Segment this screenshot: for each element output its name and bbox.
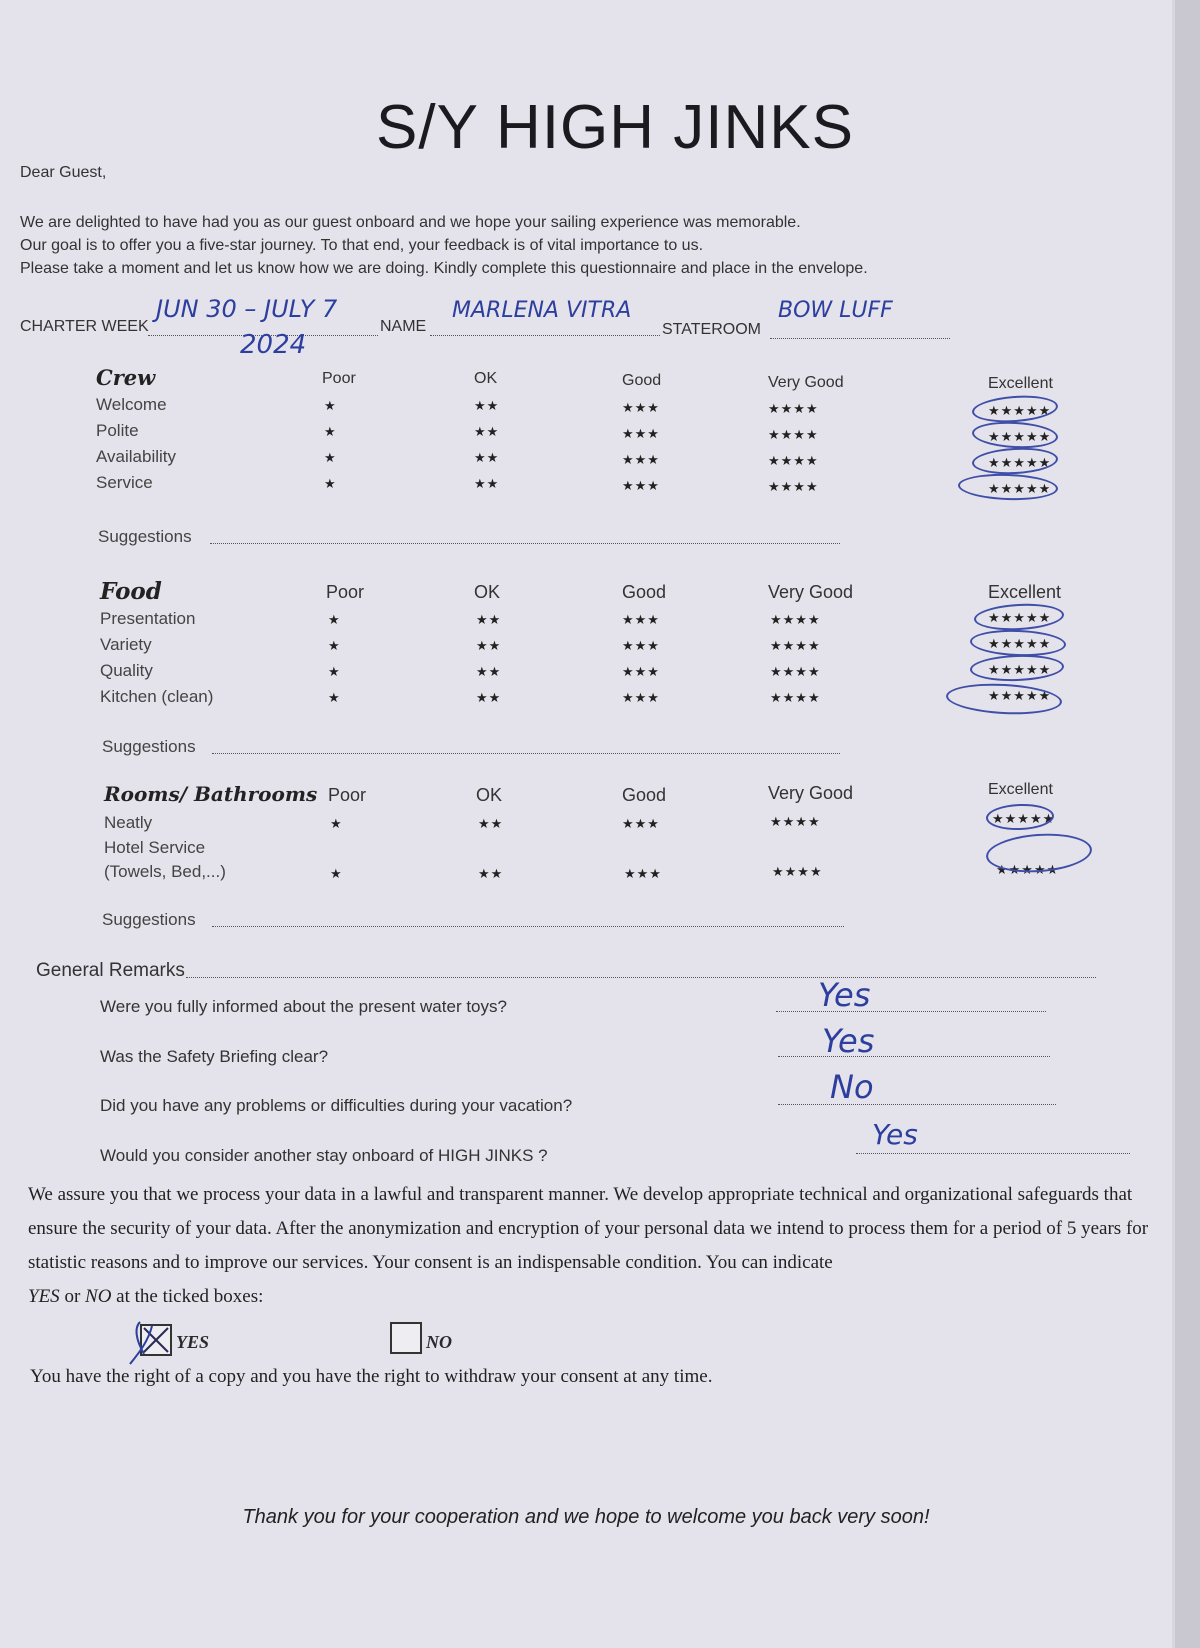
star-5[interactable]: ★★★★★ <box>992 811 1056 826</box>
name-label: NAME <box>380 318 427 335</box>
rating-circle-mark <box>970 653 1065 682</box>
answer-line-2 <box>778 1056 1050 1057</box>
col-very-good: Very Good <box>768 582 854 602</box>
row-label-towels: (Towels, Bed,...) <box>104 862 226 881</box>
star-2[interactable]: ★★ <box>476 690 502 705</box>
col-good: Good <box>622 785 667 805</box>
star-4[interactable]: ★★★★ <box>770 814 821 829</box>
stateroom-line <box>770 338 950 339</box>
suggestions-label-rooms: Suggestions <box>102 910 196 929</box>
answer-4[interactable]: Yes <box>872 1118 918 1151</box>
col-excellent: Excellent <box>988 375 1053 392</box>
star-4[interactable]: ★★★★ <box>768 453 819 468</box>
row-label-polite: Polite <box>96 421 139 440</box>
suggestions-line-rooms[interactable] <box>212 926 844 927</box>
question-1: Were you fully informed about the present water toys? <box>100 997 507 1016</box>
star-3[interactable]: ★★★ <box>622 612 660 627</box>
rating-circle-mark <box>958 472 1059 501</box>
star-2[interactable]: ★★ <box>478 866 504 881</box>
col-very-good: Very Good <box>768 783 854 803</box>
star-5[interactable]: ★★★★★ <box>988 455 1052 470</box>
row-label-availability: Availability <box>96 447 177 466</box>
greeting: Dear Guest, <box>20 164 107 181</box>
suggestions-line-crew[interactable] <box>210 543 840 544</box>
col-poor: Poor <box>326 582 365 602</box>
star-2[interactable]: ★★ <box>474 476 500 491</box>
star-2[interactable]: ★★ <box>474 424 500 439</box>
answer-line-4 <box>856 1153 1130 1154</box>
charter-week-value[interactable]: JUN 30 – JULY 7 <box>156 295 338 323</box>
star-2[interactable]: ★★ <box>476 612 502 627</box>
row-label-hotel-service: Hotel Service <box>104 838 206 857</box>
row-label-welcome: Welcome <box>96 395 167 414</box>
col-poor: Poor <box>322 370 356 387</box>
general-remarks-label: General Remarks <box>36 960 185 981</box>
star-3[interactable]: ★★★ <box>624 866 662 881</box>
col-ok: OK <box>474 370 498 387</box>
indicate-rest: at the ticked boxes: <box>111 1286 264 1307</box>
pen-tick-mark <box>124 1318 164 1368</box>
star-2[interactable]: ★★ <box>474 398 500 413</box>
star-1[interactable]: ★ <box>324 398 337 413</box>
page-title: S/Y HIGH JINKS <box>376 93 854 162</box>
col-very-good: Very Good <box>768 374 844 391</box>
section-title-crew: Crew <box>96 365 156 390</box>
consent-no-checkbox[interactable] <box>390 1322 422 1354</box>
name-value[interactable]: MARLENA VITRA <box>452 298 632 323</box>
star-2[interactable]: ★★ <box>476 664 502 679</box>
question-2: Was the Safety Briefing clear? <box>100 1047 329 1066</box>
indicate-no: NO <box>85 1286 112 1307</box>
row-label-presentation: Presentation <box>100 609 196 628</box>
star-5[interactable]: ★★★★★ <box>988 610 1052 625</box>
general-remarks-line[interactable] <box>186 977 1096 978</box>
star-2[interactable]: ★★ <box>478 816 504 831</box>
answer-1[interactable]: Yes <box>818 976 871 1014</box>
answer-line-1 <box>776 1011 1046 1012</box>
question-4: Would you consider another stay onboard of HIGH JINKS ? <box>100 1146 548 1165</box>
star-5[interactable]: ★★★★★ <box>996 862 1060 877</box>
intro-line-1: We are delighted to have had you as our guest onboard and we hope your sailing experience was memorable. <box>20 214 801 231</box>
row-label-service: Service <box>96 473 153 492</box>
col-excellent: Excellent <box>988 781 1053 798</box>
star-5[interactable]: ★★★★★ <box>988 636 1052 651</box>
col-good: Good <box>622 372 662 389</box>
answer-2[interactable]: Yes <box>822 1022 875 1060</box>
star-3[interactable]: ★★★ <box>622 664 660 679</box>
row-label-variety: Variety <box>100 635 152 654</box>
stateroom-value[interactable]: BOW LUFF <box>778 298 893 323</box>
consent-no-label: NO <box>426 1332 452 1352</box>
suggestions-label-food: Suggestions <box>102 737 196 756</box>
col-ok: OK <box>476 785 503 805</box>
rating-circle-mark <box>970 628 1067 657</box>
star-3[interactable]: ★★★ <box>622 426 660 441</box>
star-3[interactable]: ★★★ <box>622 478 660 493</box>
star-1[interactable]: ★ <box>330 866 343 881</box>
star-2[interactable]: ★★ <box>476 638 502 653</box>
star-1[interactable]: ★ <box>328 664 341 679</box>
intro-line-3: Please take a moment and let us know how we are doing. Kindly complete this questionnaire and place in the envelope. <box>20 260 868 277</box>
section-title-food: Food <box>100 578 162 605</box>
col-good: Good <box>622 582 667 602</box>
col-ok: OK <box>474 582 501 602</box>
stateroom-label: STATEROOM <box>662 321 761 338</box>
star-5[interactable]: ★★★★★ <box>988 481 1052 496</box>
star-5[interactable]: ★★★★★ <box>988 688 1052 703</box>
rating-circle-mark <box>973 602 1064 633</box>
suggestions-label-crew: Suggestions <box>98 527 192 546</box>
answer-line-3 <box>778 1104 1056 1105</box>
thank-you-note: Thank you for your cooperation and we hope to welcome you back very soon! <box>242 1506 930 1528</box>
star-3[interactable]: ★★★ <box>622 816 660 831</box>
rating-circle-mark <box>971 420 1058 450</box>
star-3[interactable]: ★★★ <box>622 690 660 705</box>
name-line <box>430 335 660 336</box>
suggestions-line-food[interactable] <box>212 753 840 754</box>
star-1[interactable]: ★ <box>324 450 337 465</box>
star-3[interactable]: ★★★ <box>622 638 660 653</box>
row-label-quality: Quality <box>100 661 153 680</box>
star-4[interactable]: ★★★★ <box>770 612 821 627</box>
rating-circle-mark <box>971 446 1058 476</box>
star-2[interactable]: ★★ <box>474 450 500 465</box>
answer-3[interactable]: No <box>830 1068 874 1106</box>
data-consent-paragraph <box>28 1178 1158 1314</box>
star-1[interactable]: ★ <box>330 816 343 831</box>
star-1[interactable]: ★ <box>328 612 341 627</box>
rating-circle-mark <box>971 393 1059 425</box>
star-4[interactable]: ★★★★ <box>768 479 819 494</box>
star-4[interactable]: ★★★★ <box>770 690 821 705</box>
star-1[interactable]: ★ <box>328 690 341 705</box>
star-1[interactable]: ★ <box>328 638 341 653</box>
star-4[interactable]: ★★★★ <box>770 638 821 653</box>
star-5[interactable]: ★★★★★ <box>988 662 1052 677</box>
row-label-kitchen: Kitchen (clean) <box>100 687 214 706</box>
star-4[interactable]: ★★★★ <box>768 401 819 416</box>
section-title-rooms: Rooms/ Bathrooms <box>104 782 318 806</box>
charter-year-value[interactable]: 2024 <box>240 330 307 360</box>
col-poor: Poor <box>328 785 367 805</box>
col-excellent: Excellent <box>988 582 1062 602</box>
charter-week-label: CHARTER WEEK <box>20 318 149 335</box>
star-4[interactable]: ★★★★ <box>768 427 819 442</box>
star-4[interactable]: ★★★★ <box>770 664 821 679</box>
indicate-yes: YES <box>28 1286 60 1307</box>
star-1[interactable]: ★ <box>324 476 337 491</box>
intro-line-2: Our goal is to offer you a five-star journey. To that end, your feedback is of vital importance to us. <box>20 237 704 254</box>
star-5[interactable]: ★★★★★ <box>988 403 1052 418</box>
indicate-or: or <box>59 1286 86 1307</box>
rating-circle-mark <box>985 830 1093 875</box>
question-3: Did you have any problems or difficulties during your vacation? <box>100 1096 573 1115</box>
data-consent-text: We assure you that we process your data in a lawful and transparent manner. We develop appropriate technical and organizational safeguards that ensure the security of your data. After the anonymization and encryption of your personal data we intend to process them for a period of 5 years for statistic reasons and to improve our services. Your consent is an indispensable condition. You can indicate <box>28 1184 1149 1273</box>
rating-circle-mark <box>945 681 1062 717</box>
star-1[interactable]: ★ <box>324 424 337 439</box>
row-label-neatly: Neatly <box>104 813 153 832</box>
star-4[interactable]: ★★★★ <box>772 864 823 879</box>
star-5[interactable]: ★★★★★ <box>988 429 1052 444</box>
star-3[interactable]: ★★★ <box>622 452 660 467</box>
copy-note: You have the right of a copy and you have the right to withdraw your consent at any time. <box>30 1366 713 1387</box>
consent-yes-label: YES <box>176 1332 210 1352</box>
star-3[interactable]: ★★★ <box>622 400 660 415</box>
